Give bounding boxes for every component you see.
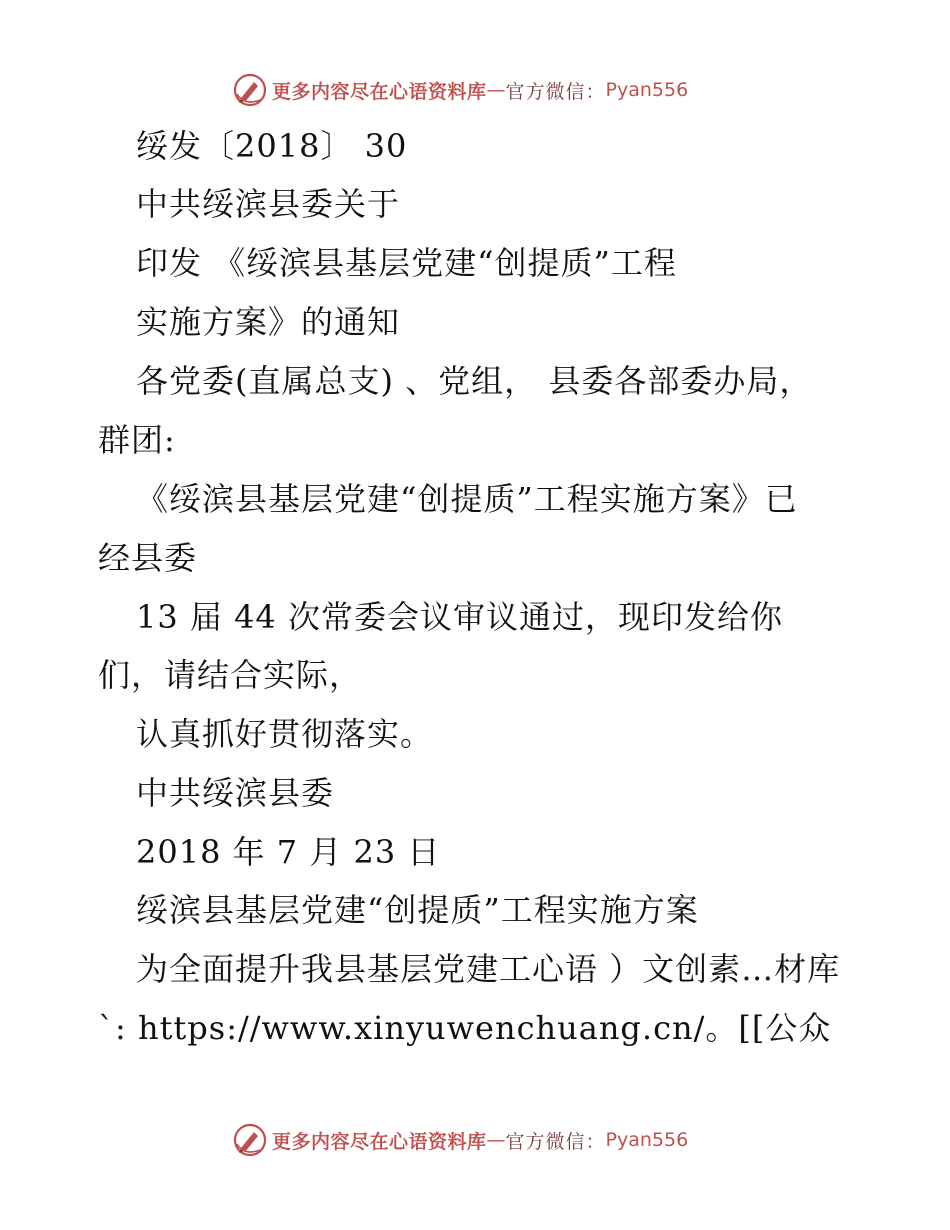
banner-wechat-id: Pyan556 — [605, 79, 689, 101]
doc-number: 绥发〔2018〕 30 — [136, 127, 408, 165]
banner-sub-text: 官方微信： — [505, 1130, 606, 1153]
section-body-line-1: 为全面提升我县基层党建工心语 ）文创素…材库 — [136, 950, 841, 988]
banner-separator: — — [486, 79, 506, 101]
section-body-line-2: `: https://www.xinyuwenchuang.cn/。[[公众 — [98, 1009, 832, 1047]
doc-title-line-1: 中共绥滨县委关于 — [136, 185, 401, 223]
header-banner — [232, 70, 688, 110]
doc-title-line-3: 实施方案》的通知 — [136, 303, 401, 341]
banner-main-text: 更多内容尽在心语资料库 — [272, 1130, 487, 1153]
body-line-2: 经县委 — [98, 539, 198, 577]
signature-org: 中共绥滨县委 — [136, 774, 335, 812]
banner-separator: — — [486, 1129, 506, 1151]
banner-wechat-id: Pyan556 — [605, 1129, 689, 1151]
section-title: 绥滨县基层党建“创提质”工程实施方案 — [136, 891, 699, 929]
body-line-3: 13 届 44 次常委会议审议通过，现印发给你 — [136, 598, 783, 636]
banner-sub-text: 官方微信： — [505, 80, 606, 103]
pen-logo-icon — [232, 1122, 268, 1158]
body-line-1: 《绥滨县基层党建“创提质”工程实施方案》已 — [136, 480, 798, 518]
recipients-line-1: 各党委(直属总支) 、党组， 县委各部委办局， — [136, 362, 813, 400]
doc-title-line-2: 印发 《绥滨县基层党建“创提质”工程 — [136, 244, 677, 282]
footer-banner — [232, 1120, 688, 1160]
banner-main-text: 更多内容尽在心语资料库 — [272, 80, 487, 103]
pen-logo-icon — [232, 72, 268, 108]
signature-date: 2018 年 7 月 23 日 — [136, 833, 441, 871]
body-line-5: 认真抓好贯彻落实。 — [136, 715, 434, 753]
recipients-line-2: 群团: — [98, 421, 176, 459]
body-line-4: 们，请结合实际， — [98, 656, 363, 694]
